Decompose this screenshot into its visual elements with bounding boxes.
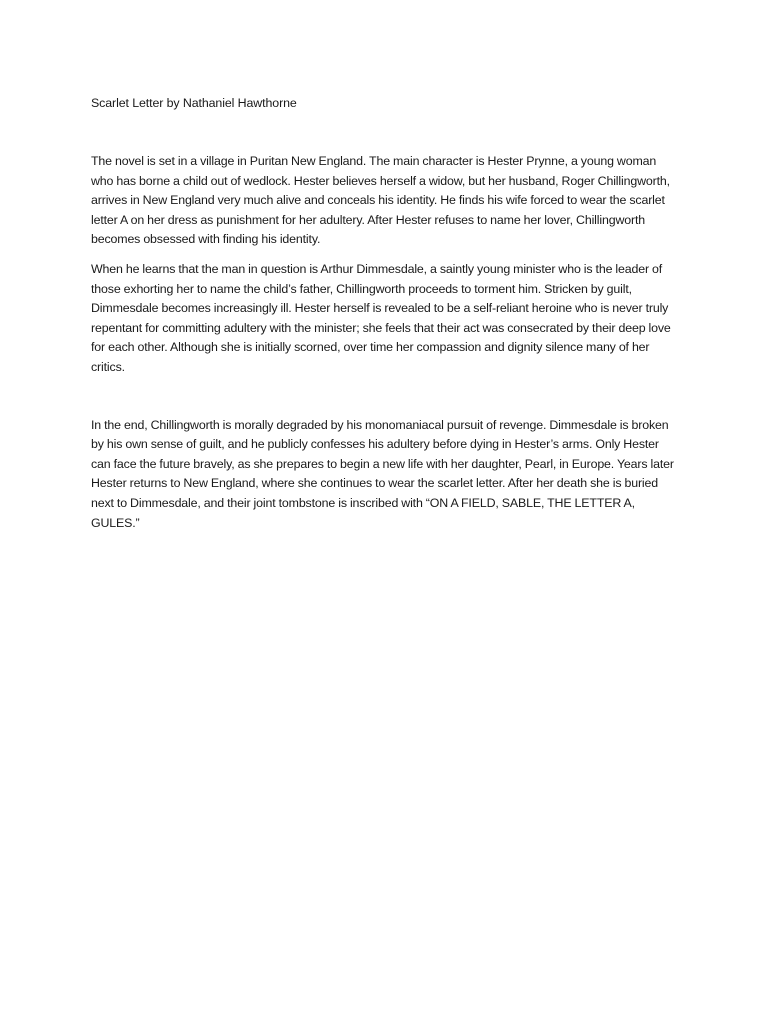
paragraph-2: When he learns that the man in question is Arthur Dimmesdale, a saintly young minister who is the leader of those exhorting her to name the child’s father, Chillingworth proceeds to torment him. Stricken by guilt, Dimmesdale becomes increasingly ill. Hester herself is revealed to be a self-reliant heroine who is never truly repentant for committing adultery with the minister; she feels that their act was consecrated by their deep love for each other. Although she is initially scorned, over time her compassion and dignity silence many of her critics. — [91, 261, 671, 374]
document-title: Scarlet Letter by Nathaniel Hawthorne — [91, 96, 297, 110]
paragraph-3: In the end, Chillingworth is morally degraded by his monomaniacal pursuit of revenge. Dimmesdale is broken by his own sense of guilt, and he publicly confesses his adultery before dying in Hester’s arms. Only Hester can face the future bravely, as she prepares to begin a new life with her daughter, Pearl, in Europe. Years later Hester returns to New England, where she continues to wear the scarlet letter. After her death she is buried next to Dimmesdale, and their joint tombstone is inscribed with “ON A FIELD, SABLE, THE LETTER A, GULES.” — [91, 417, 674, 530]
paragraph-1: The novel is set in a village in Puritan New England. The main character is Hester Prynne, a young woman who has borne a child out of wedlock. Hester believes herself a widow, but her husband, Roger Chillingworth, arrives in New England very much alive and conceals his identity. He finds his wife forced to wear the scarlet letter A on her dress as punishment for her adultery. After Hester refuses to name her lover, Chillingworth becomes obsessed with finding his identity. — [91, 154, 670, 247]
